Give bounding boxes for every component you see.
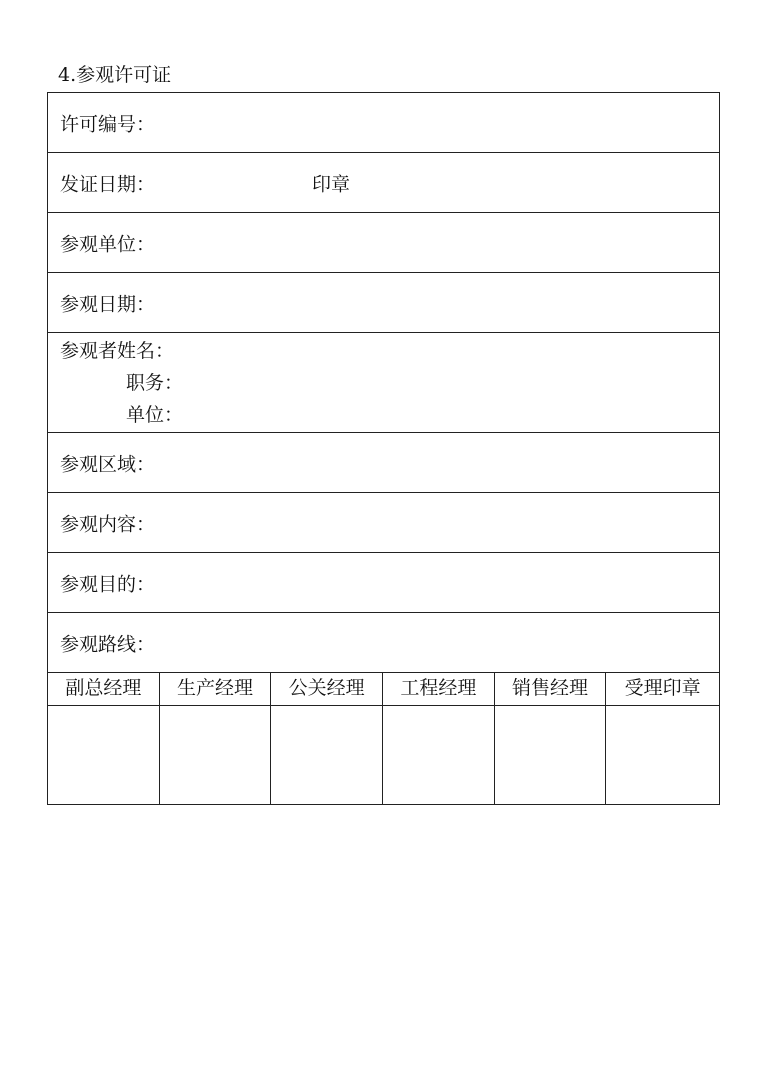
- approval-header-cell: 公关经理: [271, 673, 383, 705]
- approval-header-cell: 受理印章: [624, 677, 701, 699]
- approval-header-cell: 销售经理: [495, 673, 607, 705]
- approval-signature-row: [48, 706, 719, 804]
- visit-date-row[interactable]: [48, 273, 719, 333]
- visit-route-label: 参观路线：: [60, 633, 156, 655]
- visit-date-label: 参观日期：: [60, 293, 156, 315]
- visit-route-row[interactable]: [48, 613, 719, 673]
- visitor-info-row[interactable]: [48, 333, 719, 433]
- permit-number-label: 许可编号：: [60, 113, 156, 135]
- visit-content-label: 参观内容：: [60, 513, 156, 535]
- visitor-unit-label: 参观单位：: [60, 233, 156, 255]
- signature-cell-production[interactable]: [160, 706, 272, 804]
- signature-cell-engineering[interactable]: [383, 706, 495, 804]
- signature-cell-sales[interactable]: [495, 706, 607, 804]
- stamp-label: 印章: [312, 173, 351, 195]
- visitor-unit-row[interactable]: [48, 213, 719, 273]
- approval-header-cell: 工程经理: [383, 673, 495, 705]
- visit-purpose-row[interactable]: [48, 553, 719, 613]
- approval-header-cell: 生产经理: [160, 673, 272, 705]
- visitor-name-label: 参观者姓名：: [60, 340, 175, 362]
- document-title: 4.参观许可证: [58, 64, 172, 86]
- visit-content-row[interactable]: [48, 493, 719, 553]
- visit-area-label: 参观区域：: [60, 453, 156, 475]
- visitor-org-label: 单位：: [126, 404, 184, 426]
- visit-purpose-label: 参观目的：: [60, 573, 156, 595]
- permit-number-row[interactable]: [48, 93, 719, 153]
- issue-date-row[interactable]: [48, 153, 719, 213]
- approval-header-row: [48, 673, 719, 706]
- issue-date-label: 发证日期：: [60, 173, 156, 195]
- visit-permit-form: [47, 92, 720, 805]
- approval-header-cell: 副总经理: [48, 673, 160, 705]
- visitor-title-label: 职务：: [126, 372, 184, 394]
- signature-cell-vice-gm[interactable]: [48, 706, 160, 804]
- signature-cell-stamp[interactable]: [606, 706, 719, 804]
- signature-cell-pr[interactable]: [271, 706, 383, 804]
- visit-area-row[interactable]: [48, 433, 719, 493]
